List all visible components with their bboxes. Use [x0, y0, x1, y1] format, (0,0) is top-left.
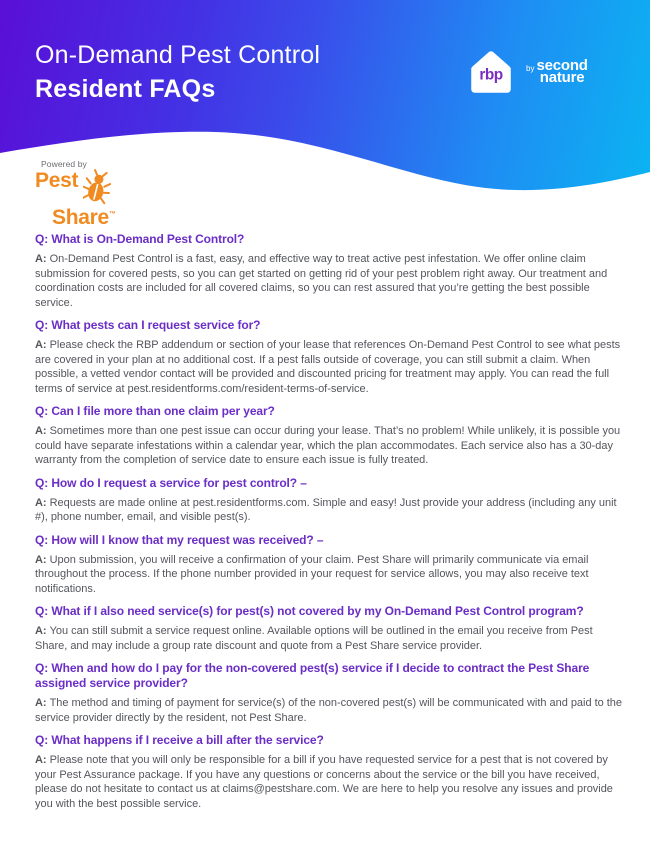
share-wordmark: Share™ — [52, 206, 116, 229]
page-title — [35, 38, 320, 106]
answer-prefix: A: — [35, 425, 47, 437]
faq-answer — [35, 553, 625, 597]
faq-answer — [35, 753, 625, 811]
faq-item-4 — [35, 476, 625, 525]
page-title-line2: Resident FAQs — [35, 75, 216, 103]
nature-word: nature — [539, 69, 585, 86]
powered-by-label: Powered by — [41, 159, 87, 169]
faq-question: Q: How will I know that my request was received? – — [35, 532, 324, 547]
answer-text: Sometimes more than one pest issue can occur during your lease. That’s no problem! While unlikely, it is possible you could have separate infestations within a calendar year, which the plan accommodates. Each service also has a 30-day warranty from the completion of service date to ensure each issue is fully treated. — [35, 425, 621, 466]
faq-item-8 — [35, 733, 625, 811]
answer-prefix: A: — [35, 553, 47, 566]
faq-item-3 — [35, 404, 625, 468]
answer-text: You can still submit a service request online. Available options will be outlined in the email you receive from Pest Share, and may include a group rate discount and quote from a Pest Share service provider. — [35, 625, 593, 652]
faq-question: Q: What pests can I request service for? — [35, 318, 261, 332]
answer-prefix: A: — [35, 496, 47, 509]
pest-share-logo — [35, 159, 116, 227]
trademark-symbol: ™ — [108, 211, 116, 218]
faq-answer — [35, 624, 625, 653]
pest-wordmark: Pest — [35, 169, 79, 192]
faq-question: Q: What is On-Demand Pest Control? — [35, 232, 245, 246]
faq-list — [0, 232, 650, 811]
answer-text: Upon submission, you will receive a confirmation of your claim. Pest Share will primarily communicate via email throughout the process. If the phone number provided in your request for service allows, you may also receive text notifications. — [35, 553, 589, 595]
house-icon — [464, 45, 518, 99]
faq-item-1 — [35, 232, 625, 310]
second-nature-words — [536, 56, 588, 86]
faq-question: Q: When and how do I pay for the non-covered pest(s) service if I decide to contract the Pest Share assigned service provider? — [35, 661, 590, 690]
rbp-wordmark: rbp — [479, 66, 503, 84]
rbp-second-nature-logo — [464, 45, 588, 99]
faq-answer — [35, 252, 625, 310]
faq-item-2 — [35, 318, 625, 396]
answer-text: Requests are made online at pest.residentforms.com. Simple and easy! Just provide your address (including any unit #), phone number, email, and visible pest(s). — [35, 496, 617, 523]
header-banner — [0, 0, 650, 240]
answer-prefix: A: — [35, 625, 47, 637]
faq-answer — [35, 424, 625, 468]
faq-answer — [35, 696, 625, 725]
second-nature-wordmark — [526, 56, 588, 86]
faq-question: Q: What happens if I receive a bill after the service? — [35, 733, 324, 747]
faq-answer — [35, 496, 625, 525]
second-word: second — [536, 56, 588, 74]
answer-prefix: A: — [35, 339, 47, 351]
answer-text: On-Demand Pest Control is a fast, easy, and effective way to treat active pest infestation. We offer online claim submission for covered pests, so you can get started on getting rid of your pest problem right away. Our treatment and coordination costs are included for all covered claims, so you can rest assured that you’re getting the best possible service. — [35, 253, 608, 309]
bug-icon — [83, 169, 111, 205]
faq-question: Q: What if I also need service(s) for pest(s) not covered by my On-Demand Pest Control program? — [35, 604, 584, 618]
page-title-line1: On-Demand Pest Control — [35, 41, 321, 69]
faq-question: Q: Can I file more than one claim per year? — [35, 404, 275, 418]
by-label: by — [526, 63, 535, 73]
answer-text: Please check the RBP addendum or section of your lease that references On-Demand Pest Control to see what pests are covered in your plan at no additional cost. If a pest falls outside of coverage, you can still submit a claim. When possible, a vetted vendor contact will be provided and discounted pricing for treatment may apply. You can read the full terms of service at pest.residentforms.com/resident-terms-of-service. — [35, 339, 621, 395]
faq-answer — [35, 338, 625, 396]
pest-share-row — [35, 169, 116, 205]
faq-question: Q: How do I request a service for pest control? – — [35, 475, 307, 490]
answer-prefix: A: — [35, 253, 47, 265]
faq-item-6 — [35, 604, 625, 653]
answer-prefix: A: — [35, 697, 47, 709]
answer-prefix: A: — [35, 754, 47, 766]
faq-item-7 — [35, 661, 625, 725]
answer-text: Please note that you will only be responsible for a bill if you have requested service for a pest that is not covered by your Pest Assurance package. If you have any questions or concerns about the service or the bill you have received, please do not hesitate to contact us at claims@pestshare.com. We are here to help you resolve any issues and provide you with the best possible service. — [35, 754, 613, 810]
answer-text: The method and timing of payment for service(s) of the non-covered pest(s) will be communicated with and paid to the service provider directly by the resident, not Pest Share. — [35, 697, 622, 724]
faq-item-5 — [35, 533, 625, 597]
